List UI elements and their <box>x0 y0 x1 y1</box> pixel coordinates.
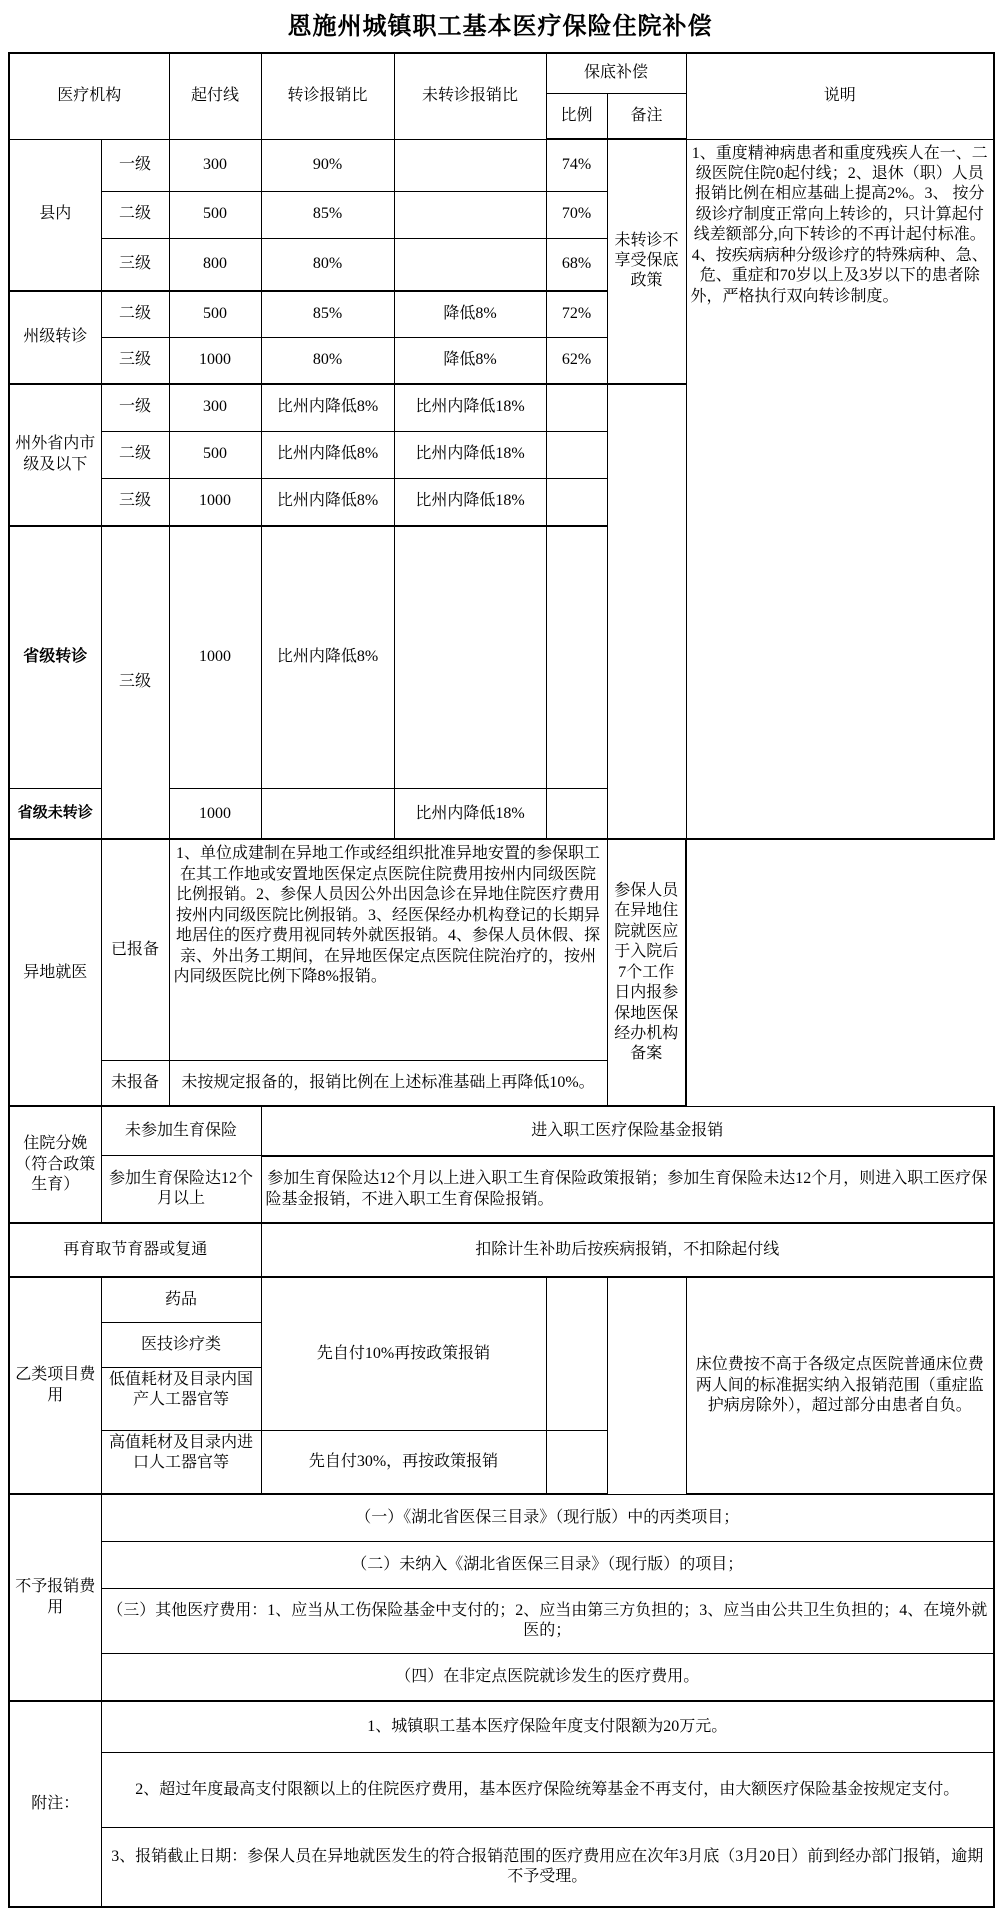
row-label-contraceptive: 再育取节育器或复通 <box>9 1223 261 1277</box>
cell-level: 二级 <box>101 431 169 478</box>
cell-referral: 比州内降低8% <box>261 431 394 478</box>
cell-level: 一级 <box>101 384 169 432</box>
cell-delivery-text-2: 参加生育保险达12个月以上进入职工生育保险政策报销；参加生育保险未达12个月，则进入职工医疗保险基金报销，不进入职工生育保险报销。 <box>261 1156 994 1224</box>
cell-no-referral: 降低8% <box>394 291 546 338</box>
cell-classb-note-1 <box>607 1277 686 1494</box>
cell-no-reimburse-item: （二）未纳入《湖北省医保三目录》（现行版）的项目； <box>101 1542 994 1589</box>
cell-deductible: 300 <box>169 384 261 432</box>
cell-no-referral: 比州内降低18% <box>394 431 546 478</box>
cell-deductible: 800 <box>169 238 261 291</box>
cell-floor-ratio: 68% <box>546 238 607 291</box>
table-row-remote-filed <box>9 839 994 1061</box>
cell-classb-item-1: 药品 <box>101 1277 261 1323</box>
cell-level: 三级 <box>101 238 169 291</box>
table-row-notes-1 <box>9 1701 994 1753</box>
cell-explanation-1: 1、重度精神病患者和重度残疾人在一、二级医院住院0起付线；2、退休（职）人员报销比例在相应基础上提高2%。3、 按分级诊疗制度正常向上转诊的，只计算起付线差额部分,向下转诊的不再计起付标准。4、按疾病病种分级诊疗的特殊病种、急、危、重症和70岁以上及3岁以下的患者除外，严格执行双向转诊制度。 <box>686 139 994 839</box>
cell-no-reimburse-item: （一）《湖北省医保三目录》（现行版）中的丙类项目； <box>101 1494 994 1542</box>
cell-note-item: 3、报销截止日期：参保人员在异地就医发生的符合报销范围的医疗费用应在次年3月底（3月20日）前到经办部门报销，逾期不予受理。 <box>101 1828 994 1908</box>
cell-no-referral <box>394 139 546 191</box>
cell-deductible: 300 <box>169 139 261 191</box>
cell-classb-item-2: 医技诊疗类 <box>101 1323 261 1368</box>
cell-referral: 80% <box>261 337 394 384</box>
cell-floor-ratio <box>546 526 607 789</box>
cell-no-referral <box>394 191 546 238</box>
row-label-province-no-referral: 省级未转诊 <box>9 789 101 840</box>
cell-no-referral: 比州内降低18% <box>394 384 546 432</box>
cell-note-item: 1、城镇职工基本医疗保险年度支付限额为20万元。 <box>101 1701 994 1753</box>
row-label-province-referral: 省级转诊 <box>9 526 101 789</box>
table-row-notes-2 <box>9 1753 994 1828</box>
cell-unfiled-text: 未按规定报备的，报销比例在上述标准基础上再降低10%。 <box>169 1061 607 1107</box>
cell-delivery-label-2: 参加生育保险达12个月以上 <box>101 1156 261 1224</box>
row-label-class-b: 乙类项目费用 <box>9 1277 101 1494</box>
cell-note-item: 2、超过年度最高支付限额以上的住院医疗费用，基本医疗保险统筹基金不再支付，由大额医疗保险基金按规定支付。 <box>101 1753 994 1828</box>
cell-no-reimburse-item: （三）其他医疗费用：1、应当从工伤保险基金中支付的；2、应当由第三方负担的；3、应当由公共卫生负担的；4、在境外就医的； <box>101 1589 994 1654</box>
header-floor-note: 备注 <box>607 94 686 140</box>
cell-level: 三级 <box>101 337 169 384</box>
cell-referral: 比州内降低8% <box>261 526 394 789</box>
cell-delivery-text-1: 进入职工医疗保险基金报销 <box>261 1106 994 1156</box>
cell-level: 三级 <box>101 526 169 840</box>
cell-classb-explanation: 床位费按不高于各级定点医院普通床位费两人间的标准据实纳入报销范围（重症监护病房除外），超过部分由患者自负。 <box>686 1277 994 1494</box>
cell-referral: 比州内降低8% <box>261 478 394 526</box>
cell-floor-note-text <box>607 139 686 384</box>
cell-floor-ratio <box>546 384 607 432</box>
cell-filed-explanation: 参保人员在异地住院就医应于入院后7个工作日内报参保地医保经办机构备案 <box>607 839 686 1106</box>
row-label-remote-care: 异地就医 <box>9 839 101 1106</box>
cell-referral <box>261 789 394 840</box>
row-label-outside-prefecture: 州外省内市级及以下 <box>9 384 101 526</box>
cell-floor-ratio <box>546 789 607 840</box>
cell-filed-text: 1、单位成建制在异地工作或经组织批准异地安置的参保职工在其工作地或安置地医保定点医院住院费用按州内同级医院比例报销。2、参保人员因公外出因急诊在异地住院医疗费用按州内同级医院比例报销。3、经医保经办机构登记的长期异地居住的医疗费用视同转外就医报销。4、参保人员休假、探亲、外出务工期间，在异地医保定点医院住院治疗的，按州内同级医院比例下降8%报销。 <box>169 839 607 1061</box>
header-institution: 医疗机构 <box>9 53 169 139</box>
cell-delivery-label-1: 未参加生育保险 <box>101 1106 261 1156</box>
cell-no-referral: 比州内降低18% <box>394 789 546 840</box>
cell-floor-ratio <box>546 431 607 478</box>
header-referral-ratio: 转诊报销比 <box>261 53 394 139</box>
header-floor-compensation: 保底补偿 <box>546 53 686 94</box>
cell-deductible: 1000 <box>169 337 261 384</box>
cell-deductible: 1000 <box>169 789 261 840</box>
cell-no-referral: 降低8% <box>394 337 546 384</box>
table-header-row <box>9 53 994 94</box>
cell-referral: 85% <box>261 191 394 238</box>
cell-unfiled-label: 未报备 <box>101 1061 169 1107</box>
cell-no-reimburse-item: （四）在非定点医院就诊发生的医疗费用。 <box>101 1654 994 1702</box>
table-row-noreimburse-3 <box>9 1589 994 1654</box>
cell-referral: 比州内降低8% <box>261 384 394 432</box>
cell-referral: 90% <box>261 139 394 191</box>
header-no-referral-ratio: 未转诊报销比 <box>394 53 546 139</box>
cell-floor-ratio: 62% <box>546 337 607 384</box>
header-deductible: 起付线 <box>169 53 261 139</box>
table-row-delivery-2 <box>9 1156 994 1224</box>
table-row-classb-1 <box>9 1277 994 1323</box>
table-row-noreimburse-4 <box>9 1654 994 1702</box>
cell-deductible: 500 <box>169 291 261 338</box>
row-label-county: 县内 <box>9 139 101 291</box>
cell-referral: 80% <box>261 238 394 291</box>
cell-contraceptive-text: 扣除计生补助后按疾病报销，不扣除起付线 <box>261 1223 994 1277</box>
header-floor-ratio: 比例 <box>546 94 607 140</box>
cell-level: 一级 <box>101 139 169 191</box>
cell-classb-rule-10: 先自付10%再按政策报销 <box>261 1277 546 1431</box>
table-row-noreimburse-1 <box>9 1494 994 1542</box>
cell-deductible: 1000 <box>169 526 261 789</box>
row-label-prefecture-referral: 州级转诊 <box>9 291 101 384</box>
table-row-remote-unfiled <box>9 1061 994 1107</box>
header-explanation: 说明 <box>686 53 994 139</box>
cell-filed-label: 已报备 <box>101 839 169 1061</box>
cell-floor-ratio: 70% <box>546 191 607 238</box>
cell-classb-item-4: 高值耗材及目录内进口人工器官等 <box>101 1431 261 1495</box>
cell-classb-floor-1 <box>546 1277 607 1431</box>
row-label-no-reimburse: 不予报销费用 <box>9 1494 101 1701</box>
cell-deductible: 500 <box>169 431 261 478</box>
floor-note-label: 未转诊不享受保底政策 <box>614 231 679 290</box>
cell-classb-floor-2 <box>546 1431 607 1495</box>
cell-classb-rule-30: 先自付30%，再按政策报销 <box>261 1431 546 1495</box>
cell-classb-item-3: 低值耗材及目录内国产人工器官等 <box>101 1368 261 1431</box>
cell-level: 三级 <box>101 478 169 526</box>
cell-floor-ratio <box>546 478 607 526</box>
table-row-notes-3 <box>9 1828 994 1908</box>
table-row-delivery-1 <box>9 1106 994 1156</box>
table-row-contraceptive <box>9 1223 994 1277</box>
cell-deductible: 500 <box>169 191 261 238</box>
table-row-county-1 <box>9 139 994 191</box>
table-row-noreimburse-2 <box>9 1542 994 1589</box>
cell-referral: 85% <box>261 291 394 338</box>
cell-deductible: 1000 <box>169 478 261 526</box>
cell-floor-ratio: 72% <box>546 291 607 338</box>
cell-floor-ratio: 74% <box>546 139 607 191</box>
cell-no-referral <box>394 238 546 291</box>
cell-no-referral: 比州内降低18% <box>394 478 546 526</box>
cell-level: 二级 <box>101 291 169 338</box>
cell-level: 二级 <box>101 191 169 238</box>
page-title: 恩施州城镇职工基本医疗保险住院补偿 <box>287 13 713 40</box>
row-label-notes: 附注： <box>9 1701 101 1907</box>
cell-floor-note-empty <box>607 384 686 840</box>
row-label-delivery: 住院分娩（符合政策生育） <box>9 1106 101 1223</box>
compensation-table <box>8 52 995 1908</box>
cell-no-referral <box>394 526 546 789</box>
